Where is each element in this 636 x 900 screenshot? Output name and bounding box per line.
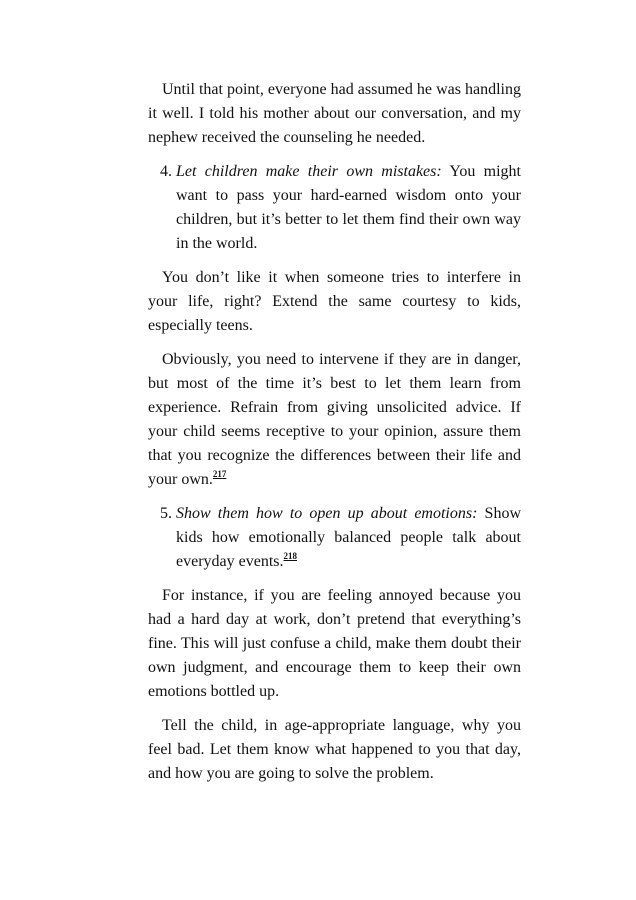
list-item-4-number: 4. <box>160 163 172 180</box>
page-body <box>148 78 521 796</box>
footnote-ref-218[interactable]: 218 <box>283 551 298 561</box>
list-item-5-body <box>176 502 521 574</box>
list-item-4-lead: Let children make their own mistakes: <box>176 163 442 180</box>
list-item-4-text: You might want to pass your hard-earned wisdom onto your children, but it’s better to let them find their own way in the world. <box>176 163 521 252</box>
paragraph-4-text: For instance, if you are feeling annoyed because you had a hard day at work, don’t pretend that everything’s fine. This will just confuse a child, make them doubt their own judgment, and encourage them to keep their own emotions bottled up. <box>148 587 521 700</box>
list-item-5-number: 5. <box>160 505 172 522</box>
list-item-5 <box>148 502 521 574</box>
paragraph-2 <box>148 266 521 338</box>
list-item-4-body <box>176 160 521 256</box>
paragraph-3 <box>148 348 521 492</box>
paragraph-3-text: Obviously, you need to intervene if they are in danger, but most of the time it’s best to let them learn from experience. Refrain from giving unsolicited advice. If your child seems receptive to your opinion, assure them that you recognize the differences between their life and your own. <box>148 351 521 488</box>
paragraph-2-text: You don’t like it when someone tries to interfere in your life, right? Extend the same courtesy to kids, especially teens. <box>148 269 521 334</box>
paragraph-4 <box>148 584 521 704</box>
list-item-4 <box>148 160 521 256</box>
list-item-5-lead: Show them how to open up about emotions: <box>176 505 478 522</box>
paragraph-5 <box>148 714 521 786</box>
paragraph-1 <box>148 78 521 150</box>
list-item-5-text: Show kids how emotionally balanced people talk about everyday events. <box>176 505 521 570</box>
footnote-ref-217[interactable]: 217 <box>212 469 227 479</box>
paragraph-1-text: Until that point, everyone had assumed he was handling it well. I told his mother about our conversation, and my nephew received the counseling he needed. <box>148 81 521 146</box>
paragraph-5-text: Tell the child, in age-appropriate language, why you feel bad. Let them know what happened to you that day, and how you are going to solve the problem. <box>148 717 521 782</box>
